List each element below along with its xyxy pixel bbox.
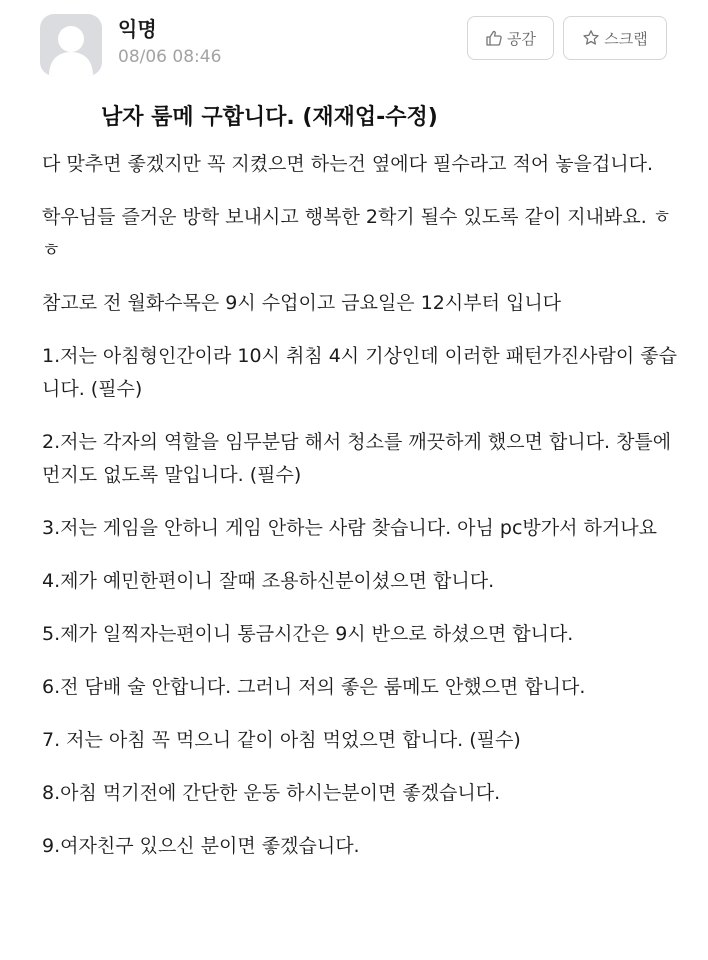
- body-paragraph: 다 맞추면 좋겠지만 꼭 지켰으면 하는건 옆에다 필수라고 적어 놓을겁니다.: [42, 153, 654, 175]
- body-paragraph: 9.여자친구 있으신 분이면 좋겠습니다.: [42, 835, 360, 857]
- thumbs-up-icon: [485, 29, 503, 47]
- like-button-label: 공감: [507, 29, 536, 48]
- body-paragraph: 4.제가 예민한편이니 잘때 조용하신분이셨으면 합니다.: [42, 570, 495, 592]
- scrap-button[interactable]: [563, 16, 667, 60]
- post-header: [0, 0, 708, 90]
- body-paragraph: 학우님들 즐거운 방학 보내시고 행복한 2학기 될수 있도록 같이 지내봐요. ㅎㅎ: [42, 206, 672, 261]
- post-body: [42, 148, 678, 883]
- body-paragraph: 참고로 전 월화수목은 9시 수업이고 금요일은 12시부터 입니다: [42, 292, 562, 314]
- star-icon: [582, 29, 600, 47]
- post-title: 남자 룸메 구합니다. (재재업-수정): [101, 105, 438, 130]
- body-paragraph: 2.저는 각자의 역할을 임무분담 해서 청소를 깨끗하게 했으면 합니다. 창틀에 먼지도 없도록 말입니다. (필수): [42, 431, 672, 486]
- like-button[interactable]: [467, 16, 554, 60]
- body-paragraph: 6.전 담배 술 안합니다. 그러니 저의 좋은 룸메도 안했으면 합니다.: [42, 676, 586, 698]
- body-paragraph: 5.제가 일찍자는편이니 통금시간은 9시 반으로 하셨으면 합니다.: [42, 623, 574, 645]
- body-paragraph: 8.아침 먹기전에 간단한 운동 하시는분이면 좋겠습니다.: [42, 782, 501, 804]
- author-name: 익명: [118, 17, 157, 41]
- body-paragraph: 7. 저는 아침 꼭 먹으니 같이 아침 먹었으면 합니다. (필수): [42, 729, 521, 751]
- scrap-button-label: 스크랩: [604, 29, 648, 48]
- body-paragraph: 3.저는 게임을 안하니 게임 안하는 사람 찾습니다. 아님 pc방가서 하거나요: [42, 517, 657, 539]
- anonymous-user-icon: [40, 14, 102, 76]
- post-timestamp: 08/06 08:46: [118, 47, 222, 67]
- body-paragraph: 1.저는 아침형인간이라 10시 취침 4시 기상인데 이러한 패턴가진사람이 좋습니다. (필수): [42, 345, 677, 400]
